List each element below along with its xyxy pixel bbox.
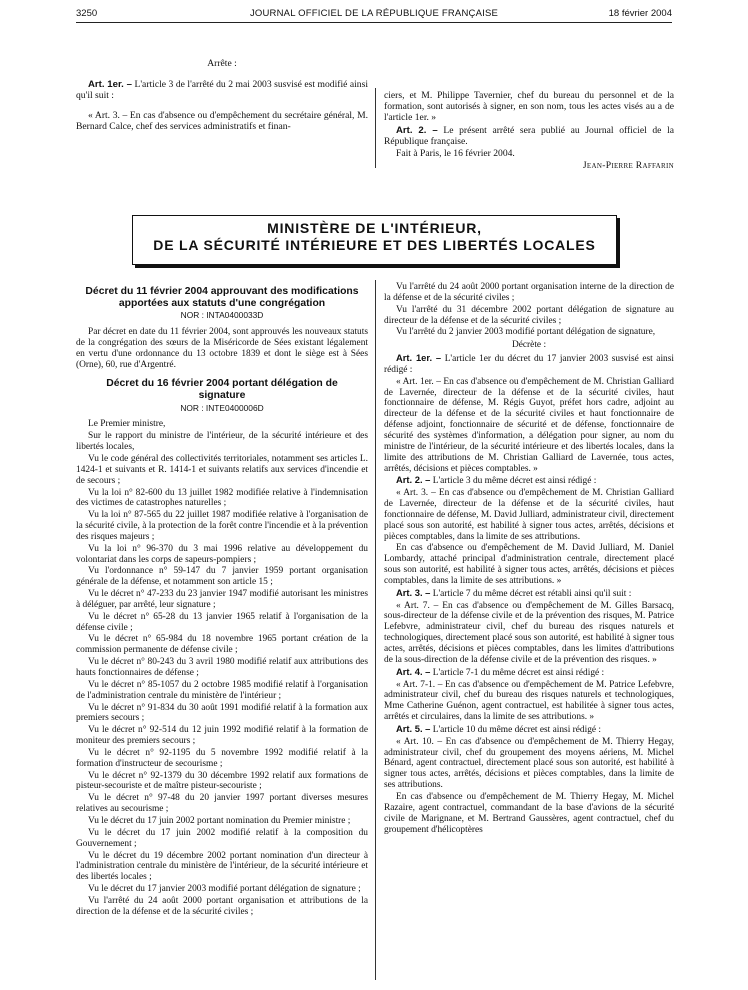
visa: Vu la loi n° 87-565 du 22 juillet 1987 modifiée relative à l'organisation de la sécurité civile, à la protection de la forêt contre l'incendie et à la prévention des risques majeurs ; bbox=[76, 510, 368, 542]
column-divider bbox=[375, 88, 376, 168]
article-5 bbox=[384, 724, 674, 736]
visa: Vu le décret du 17 juin 2002 portant nomination du Premier ministre ; bbox=[88, 815, 351, 826]
article-heading: Art. 3. – bbox=[396, 586, 431, 598]
article-text: L'article 3 de l'arrêté du 2 mai 2003 susvisé est modifié ainsi qu'il suit : bbox=[76, 79, 368, 102]
nor-reference: NOR : INTA0400033D bbox=[180, 310, 264, 321]
visa: Vu le décret n° 92-1379 du 30 décembre 1992 relatif aux formations de pisteur-secouriste et de maître pisteur-secouriste ; bbox=[76, 770, 368, 792]
article-quote: « Art. 7. – En cas d'absence ou d'empêchement de M. Gilles Barsacq, sous-directeur de la défense civile et de la prévention des risques, M. Patrice Lefebvre, administrateur civil, chef du bureau des risques naturels et technologiques, directement placé sous son autorité, est habilité à signer tous actes, arrêtés, décisions et pièces comptables, dans les limites d'attributions de la sous-direction de la défense civile et de la prévention des risques. » bbox=[384, 600, 674, 665]
visa: Vu l'ordonnance n° 59-147 du 7 janvier 1959 portant organisation générale de la défense, et notamment son article 15 ; bbox=[76, 566, 368, 588]
article-text: L'article 7 du même décret est rétabli ainsi qu'il suit : bbox=[432, 588, 632, 599]
visa: Vu le décret n° 92-1195 du 5 novembre 1992 modifié relatif à la formation d'instructeur de secourisme ; bbox=[76, 747, 368, 769]
article-heading: Art. 1er. – bbox=[88, 79, 132, 91]
visa: Vu l'arrêté du 24 août 2000 portant organisation interne de la direction de la défense et de la sécurité civiles ; bbox=[384, 282, 674, 303]
ministry-banner bbox=[132, 215, 617, 265]
article-1 bbox=[76, 79, 368, 101]
visa: Vu le code général des collectivités territoriales, notamment ses articles L. 1424-1 et suivants et R. 1414-1 et suivants relatifs aux services d'incendie et de secours ; bbox=[76, 453, 368, 486]
page-number: 3250 bbox=[76, 8, 98, 19]
signature: Jean-Pierre Raffarin bbox=[582, 160, 674, 172]
issue-date: 18 février 2004 bbox=[608, 8, 672, 19]
visa: Vu la loi n° 82-600 du 13 juillet 1982 modifiée relative à l'indemnisation des victimes de catastrophes naturelles ; bbox=[76, 487, 368, 509]
visa: Vu le décret n° 65-984 du 18 novembre 1965 portant création de la commission permanente de défense civile ; bbox=[76, 634, 368, 656]
place-date: Fait à Paris, le 16 février 2004. bbox=[396, 148, 515, 160]
visa: Vu le décret n° 65-28 du 13 janvier 1965 relatif à l'organisation de la défense civile ; bbox=[76, 611, 368, 633]
top-left-column bbox=[76, 58, 368, 133]
article-3 bbox=[384, 588, 674, 600]
visa: Vu l'arrêté du 31 décembre 2002 portant délégation de signature au directeur de la défense et de la sécurité civiles ; bbox=[384, 304, 674, 326]
article-text: Le présent arrêté sera publié au Journal officiel de la République française. bbox=[384, 124, 674, 147]
visa: Vu le décret n° 91-834 du 30 août 1991 modifié relatif à la formation aux premiers secours ; bbox=[76, 702, 368, 724]
visa: Vu l'arrêté du 2 janvier 2003 modifié portant délégation de signature, bbox=[396, 327, 656, 338]
article-4 bbox=[384, 667, 674, 679]
journal-title: JOURNAL OFFICIEL DE LA RÉPUBLIQUE FRANÇAISE bbox=[249, 8, 499, 19]
article-heading: Art. 4. – bbox=[396, 665, 431, 677]
decree-title: Décret du 16 février 2004 portant délégation de signature bbox=[106, 378, 338, 401]
article-quote: « Art. 3. – En cas d'absence ou d'empêchement de M. Christian Galliard de Lavernée, directeur de la défense et de la sécurité civiles, haut fonctionnaire de défense, M. David Julliard, administrateur civil, directement placé sous son autorité, est habilité à signer tous actes, arrêtés, décisions et pièces comptables, dans la limite de ses attributions. bbox=[384, 488, 675, 542]
article-heading: Art. 2. – bbox=[396, 124, 438, 136]
visa: Vu le décret n° 47-233 du 23 janvier 1947 modifié autorisant les ministres à déléguer, par arrêté, leur signature ; bbox=[76, 589, 368, 610]
article-text: L'article 3 du même décret est ainsi rédigé : bbox=[432, 476, 597, 487]
text-continuation: ciers, et M. Philippe Tavernier, chef du bureau du personnel et de la formation, sont autorisés à signer, en son nom, tous les actes visés au a de l'article 1er. » bbox=[384, 90, 674, 124]
visa: Sur le rapport du ministre de l'intérieur, de la sécurité intérieure et des libertés locales, bbox=[76, 431, 368, 453]
article-quote: « Art. 1er. – En cas d'absence ou d'empêchement de M. Christian Galliard de Lavernée, directeur de la défense et de la sécurité civiles, haut fonctionnaire de défense, M. Régis Guyot, préfet hors cadre, adjoint au directeur de la défense et de la sécurité civiles et haut fonctionnaire de défense adjoint, fonctionnaire de sécurité et de défense, fonctionnaire de sécurité des systèmes d'information, a délégation pour signer, au nom du ministre de l'intérieur, de la sécurité intérieure et des libertés locales, dans la limite des attributions de M. Christian Galliard de Lavernée, tous actes, arrêtés, décisions et pièces comptables. » bbox=[384, 376, 674, 474]
ministry-line-1: MINISTÈRE DE L'INTÉRIEUR, bbox=[267, 220, 482, 236]
decree-title: Décret du 11 février 2004 approuvant des modifications apportées aux statuts d'une congrégation bbox=[85, 286, 359, 309]
nor-reference: NOR : INTE0400006D bbox=[180, 402, 264, 413]
column-divider bbox=[375, 280, 376, 980]
article-text: L'article 1er du décret du 17 janvier 2003 susvisé est ainsi rédigé : bbox=[384, 354, 674, 375]
visa: Vu le décret n° 92-514 du 12 juin 1992 modifié relatif à la formation de moniteur des premiers secours ; bbox=[76, 725, 368, 747]
visa: Vu le décret du 17 juin 2002 modifié relatif à la composition du Gouvernement ; bbox=[76, 827, 368, 849]
article-quote: « Art. 10. – En cas d'absence ou d'empêchement de M. Thierry Hegay, administrateur civil, chef du groupement des moyens aériens, M. Michel Bénard, agent contractuel, directement placé sous son autorité, est habilité à signer tous actes, arrêtés, décisions et pièces comptables, dans la limite de ses attributions. bbox=[384, 736, 674, 791]
article-text: L'article 7-1 du même décret est ainsi rédigé : bbox=[432, 667, 605, 678]
decree-1-text: Par décret en date du 11 février 2004, sont approuvés les nouveaux statuts de la congrégation des sœurs de la Miséricorde de Sées existant légalement en vertu d'une ordonnance du 13 octobre 1839 et dont le siège est à Sées (Orne), 60, rue d'Argentré. bbox=[76, 327, 368, 370]
top-right-column bbox=[384, 90, 674, 172]
ministry-line-2: DE LA SÉCURITÉ INTÉRIEURE ET DES LIBERTÉS LOCALES bbox=[153, 237, 596, 253]
article-3-quote: « Art. 3. – En cas d'absence ou d'empêchement du secrétaire général, M. Bernard Calce, chef des services administratifs et finan- bbox=[76, 109, 368, 132]
left-column bbox=[76, 282, 368, 919]
article-heading: Art. 2. – bbox=[396, 474, 431, 486]
visa: Vu le décret du 19 décembre 2002 portant nomination d'un directeur à l'administration centrale du ministère de l'intérieur, de la sécurité intérieure et des libertés locales ; bbox=[76, 850, 368, 883]
prime-minister: Le Premier ministre, bbox=[88, 419, 166, 430]
visa: Vu l'arrêté du 24 août 2000 portant organisation et attributions de la direction de la défense et de la sécurité civiles ; bbox=[76, 895, 368, 917]
visa: Vu le décret n° 85-1057 du 2 octobre 1985 modifié relatif à l'organisation de l'administration centrale du ministère de l'intérieur ; bbox=[76, 679, 368, 701]
article-heading: Art. 5. – bbox=[396, 722, 431, 734]
right-column bbox=[384, 282, 674, 836]
visa: Vu le décret n° 80-243 du 3 avril 1980 modifié relatif aux attributions des hauts fonctionnaires de défense ; bbox=[76, 657, 368, 678]
article-1 bbox=[384, 353, 674, 376]
article-text: L'article 10 du même décret est ainsi rédigé : bbox=[432, 724, 602, 735]
arrete-label: Arrête : bbox=[207, 58, 237, 69]
decrete-label: Décrète : bbox=[511, 340, 547, 351]
article-quote: En cas d'absence ou d'empêchement de M. Thierry Hegay, M. Michel Razaire, agent contractuel, commandant de la base d'avions de la sécurité civile de Marignane, et M. Bertrand Gaussères, agent contractuel, chef du groupement d'hélicoptères bbox=[384, 791, 674, 835]
article-quote: En cas d'absence ou d'empêchement de M. David Julliard, M. Daniel Lombardy, attaché principal d'administration centrale, directement placé sous son autorité, est habilité à signer tous actes, arrêtés, décisions et pièces comptables, dans la limite de ses attributions. » bbox=[384, 543, 674, 586]
article-2 bbox=[384, 475, 674, 487]
page-header bbox=[76, 6, 672, 23]
article-heading: Art. 1er. – bbox=[396, 352, 442, 364]
article-2 bbox=[384, 125, 674, 147]
visa: Vu le décret n° 97-48 du 20 janvier 1997 portant diverses mesures relatives au secourisme ; bbox=[76, 793, 368, 815]
article-quote: « Art. 7-1. – En cas d'absence ou d'empêchement de M. Patrice Lefebvre, administrateur civil, chef du bureau des risques naturels et technologiques, Mme Catherine Guénon, agent contractuel, est habilitée à signer tous actes, arrêtés et circulaires, dans la limite de ses attributions. » bbox=[384, 679, 674, 723]
visa: Vu le décret du 17 janvier 2003 modifié portant délégation de signature ; bbox=[88, 884, 361, 895]
visa: Vu la loi n° 96-370 du 3 mai 1996 relative au développement du volontariat dans les corps de sapeurs-pompiers ; bbox=[76, 543, 368, 565]
